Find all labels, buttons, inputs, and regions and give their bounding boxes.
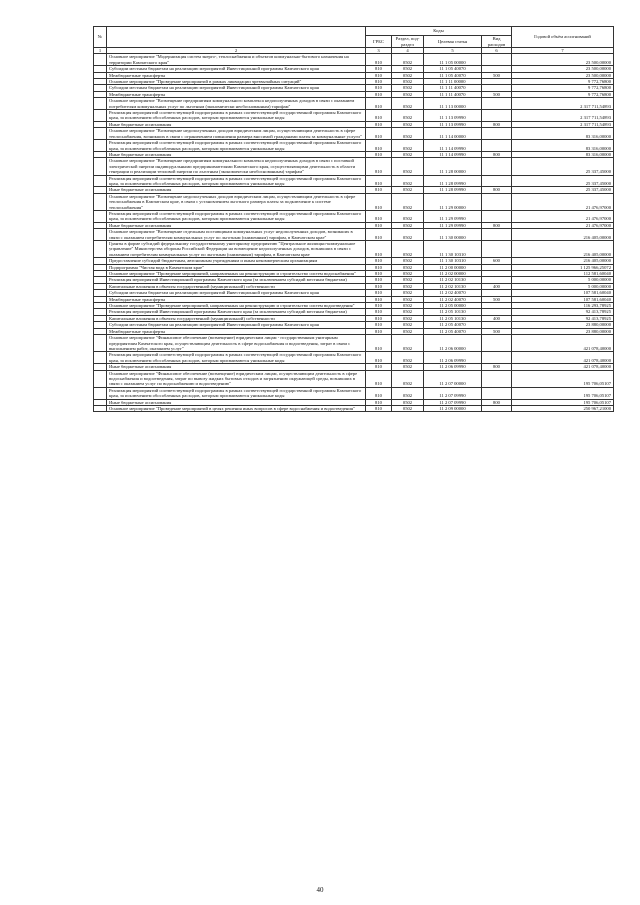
row-razdel: 0502: [392, 54, 424, 66]
row-vr: [482, 110, 512, 122]
row-num: [94, 158, 107, 175]
row-grbs: 810: [366, 309, 392, 315]
table-body: [94, 54, 614, 412]
row-name: Иные бюджетные ассигнования: [107, 364, 366, 370]
row-name: Основное мероприятие "Проведение мероприятий в целях решения иных вопросов в сфере водоснабжения и водоотведения": [107, 405, 366, 411]
row-razdel: 0502: [392, 140, 424, 152]
row-sum: 25 337,45000: [512, 158, 614, 175]
row-sum: 92 413,78925: [512, 315, 614, 321]
row-name: Реализация мероприятий соответствующей подпрограммы в рамках соответствующей государственной программы Камчатского края, за исключением обособленных расходов, которым присваиваются уникальные коды: [107, 210, 366, 222]
row-csr: 11 2 02 40070: [424, 296, 482, 302]
row-vr: 500: [482, 72, 512, 78]
row-name: Основное мероприятие "Модернизация систем энерго-, теплоснабжения и объектов коммунально-бытового назначения на территории Камчатского края": [107, 54, 366, 66]
row-razdel: 0502: [392, 79, 424, 85]
row-grbs: 810: [366, 158, 392, 175]
row-name: Предоставление субсидий бюджетным, автономным учреждениям и иным некоммерческим организациям: [107, 258, 366, 264]
row-sum: 116 293,78925: [512, 303, 614, 309]
row-sum: 216 405,00000: [512, 229, 614, 241]
row-razdel: 0502: [392, 405, 424, 411]
budget-table-sheet: [93, 26, 613, 880]
row-vr: [482, 229, 512, 241]
row-sum: 23 880,00000: [512, 322, 614, 328]
row-name: Гранты в форме субсидий федеральному государственному унитарному предприятию "Центральное жилищно-коммунальное управление" Министерства обороны Российской Федерации на возмещение недополученных доходов, возникших в связи с оказанием потребителям коммунальных услуг по льготным (сниженным) тарифам, в Камчатском крае: [107, 241, 366, 258]
header-vr: Вид расходов: [482, 36, 512, 48]
row-vr: 400: [482, 315, 512, 321]
row-grbs: 810: [366, 85, 392, 91]
row-sum: 9 772,76800: [512, 85, 614, 91]
colnum: 6: [482, 48, 512, 54]
row-razdel: 0502: [392, 66, 424, 72]
row-razdel: 0502: [392, 258, 424, 264]
budget-table: [93, 26, 614, 412]
row-num: [94, 54, 107, 66]
row-csr: 11 2 02 00000: [424, 271, 482, 277]
row-grbs: 810: [366, 91, 392, 97]
row-name: Реализация мероприятий соответствующей подпрограммы в рамках соответствующей государственной программы Камчатского края, за исключением обособленных расходов, которым присваиваются уникальные коды: [107, 352, 366, 364]
table-row: [94, 98, 614, 110]
row-name: Межбюджетные трансферты: [107, 91, 366, 97]
row-csr: 11 1 28 09990: [424, 175, 482, 187]
row-grbs: 810: [366, 328, 392, 334]
row-grbs: 810: [366, 79, 392, 85]
row-vr: 400: [482, 283, 512, 289]
row-name: Межбюджетные трансферты: [107, 328, 366, 334]
row-csr: 11 2 02 10130: [424, 283, 482, 289]
row-vr: [482, 54, 512, 66]
row-grbs: 810: [366, 98, 392, 110]
row-csr: 11 1 28 09990: [424, 187, 482, 193]
row-sum: 9 772,76800: [512, 91, 614, 97]
row-name: Иные бюджетные ассигнования: [107, 222, 366, 228]
row-csr: 11 1 29 00000: [424, 193, 482, 210]
row-name: Реализация мероприятий Инвестиционной программы Камчатского края (за исключением субсидий местным бюджетам): [107, 277, 366, 283]
row-grbs: 810: [366, 121, 392, 127]
row-grbs: 810: [366, 352, 392, 364]
row-name: Основное мероприятие "Возмещение предприятиям коммунального комплекса недополученных доходов в связи с оказанием потребителям коммунальных услуг по льготным (экономически необоснованным) тарифам": [107, 98, 366, 110]
row-razdel: 0502: [392, 151, 424, 157]
row-razdel: 0502: [392, 399, 424, 405]
row-sum: 23 880,00000: [512, 328, 614, 334]
row-csr: 11 1 29 09990: [424, 222, 482, 228]
row-grbs: 810: [366, 303, 392, 309]
row-grbs: 810: [366, 210, 392, 222]
row-grbs: 810: [366, 66, 392, 72]
row-sum: 21 476,97000: [512, 210, 614, 222]
row-grbs: 810: [366, 54, 392, 66]
row-csr: 11 2 05 00000: [424, 303, 482, 309]
row-vr: [482, 241, 512, 258]
row-sum: 23 500,00000: [512, 66, 614, 72]
table-row: [94, 370, 614, 387]
row-num: [94, 175, 107, 187]
row-vr: [482, 370, 512, 387]
row-vr: 800: [482, 364, 512, 370]
row-vr: 800: [482, 187, 512, 193]
row-razdel: 0502: [392, 85, 424, 91]
row-csr: 11 1 28 00000: [424, 158, 482, 175]
row-razdel: 0502: [392, 370, 424, 387]
row-vr: 800: [482, 222, 512, 228]
row-num: [94, 241, 107, 258]
row-razdel: 0502: [392, 335, 424, 352]
row-grbs: 810: [366, 229, 392, 241]
table-row: [94, 54, 614, 66]
row-name: Субсидии местным бюджетам на реализацию мероприятий Инвестиционной программы Камчатского края: [107, 322, 366, 328]
row-num: [94, 128, 107, 140]
row-sum: 216 405,00000: [512, 258, 614, 264]
row-num: [94, 98, 107, 110]
row-grbs: 810: [366, 290, 392, 296]
row-vr: 800: [482, 121, 512, 127]
row-grbs: 810: [366, 222, 392, 228]
row-sum: 1 125 966,25072: [512, 264, 614, 270]
row-razdel: 0502: [392, 352, 424, 364]
row-grbs: 810: [366, 364, 392, 370]
row-name: Субсидии местным бюджетам на реализацию мероприятий Инвестиционной программы Камчатского края: [107, 66, 366, 72]
row-vr: [482, 387, 512, 399]
row-csr: 11 2 00 00000: [424, 264, 482, 270]
row-razdel: 0502: [392, 110, 424, 122]
row-name: Иные бюджетные ассигнования: [107, 121, 366, 127]
row-razdel: 0502: [392, 229, 424, 241]
row-vr: [482, 405, 512, 411]
row-name: Реализация мероприятий соответствующей подпрограммы в рамках соответствующей государственной программы Камчатского края, за исключением обособленных расходов, которым присваиваются уникальные коды: [107, 140, 366, 152]
row-csr: 11 2 06 00000: [424, 335, 482, 352]
row-razdel: 0502: [392, 283, 424, 289]
row-csr: 11 2 02 40070: [424, 290, 482, 296]
row-sum: 107 581,60040: [512, 290, 614, 296]
row-csr: 11 2 09 00000: [424, 405, 482, 411]
row-sum: 2 317 711,54893: [512, 110, 614, 122]
row-csr: 11 1 11 40070: [424, 91, 482, 97]
row-name: Подпрограмма "Чистая вода в Камчатском крае": [107, 264, 366, 270]
row-razdel: 0502: [392, 271, 424, 277]
table-row: [94, 210, 614, 222]
row-csr: 11 2 07 09990: [424, 387, 482, 399]
row-grbs: 810: [366, 370, 392, 387]
row-vr: [482, 128, 512, 140]
row-csr: 11 1 29 09990: [424, 210, 482, 222]
row-sum: 421 078,40000: [512, 352, 614, 364]
row-grbs: 810: [366, 193, 392, 210]
row-num: [94, 140, 107, 152]
row-num: [94, 387, 107, 399]
header-razdel: Раздел, под-раздел: [392, 36, 424, 48]
row-razdel: 0502: [392, 322, 424, 328]
row-sum: 250 967,21000: [512, 405, 614, 411]
row-grbs: 810: [366, 399, 392, 405]
row-grbs: 810: [366, 140, 392, 152]
row-csr: 11 1 13 09990: [424, 121, 482, 127]
row-csr: 11 1 11 00000: [424, 79, 482, 85]
colnum: 3: [366, 48, 392, 54]
row-grbs: 810: [366, 283, 392, 289]
row-name: Субсидии местным бюджетам на реализацию мероприятий Инвестиционной программы Камчатского края: [107, 290, 366, 296]
row-razdel: 0502: [392, 121, 424, 127]
header-grbs: ГРБС: [366, 36, 392, 48]
table-row: [94, 387, 614, 399]
row-name: Основное мероприятие "Финансовое обеспечение (возмещение) юридическим лицам, осуществляющим деятельность в сфере водоснабжения и водоотведения, затрат по вывозу жидких бытовых отходов и загрязнению окружающей среды, возникших в связи с оказанием услуг по водоснабжению и водоотведению": [107, 370, 366, 387]
row-csr: 11 1 05 00000: [424, 54, 482, 66]
row-name: Капитальные вложения в объекты государственной (муниципальной) собственности: [107, 283, 366, 289]
row-csr: 11 1 30 10310: [424, 241, 482, 258]
row-csr: 11 2 07 09990: [424, 399, 482, 405]
table-row: [94, 193, 614, 210]
row-sum: 421 078,40000: [512, 364, 614, 370]
row-razdel: 0502: [392, 175, 424, 187]
row-grbs: 810: [366, 335, 392, 352]
row-grbs: 810: [366, 405, 392, 411]
row-vr: 500: [482, 296, 512, 302]
row-name: Реализация мероприятий соответствующей подпрограммы в рамках соответствующей государственной программы Камчатского края, за исключением обособленных расходов, которым присваиваются уникальные коды: [107, 387, 366, 399]
row-sum: 23 500,00000: [512, 72, 614, 78]
header-kody: Коды: [366, 27, 512, 36]
row-csr: 11 2 06 09990: [424, 352, 482, 364]
row-name: Основное мероприятие "Финансовое обеспечение (возмещение) юридическим лицам - государственным унитарным предприятиям Камчатского края, осуществляющим деятельность в сфере водоснабжения и водоотведения, затрат в связи с выполнением работ, оказанием услуг": [107, 335, 366, 352]
row-csr: 11 2 05 40070: [424, 328, 482, 334]
row-grbs: 810: [366, 187, 392, 193]
row-sum: 195 706,05107: [512, 387, 614, 399]
row-razdel: 0502: [392, 72, 424, 78]
row-csr: 11 1 14 00000: [424, 128, 482, 140]
row-razdel: 0502: [392, 158, 424, 175]
row-grbs: 810: [366, 110, 392, 122]
row-grbs: 810: [366, 72, 392, 78]
row-sum: 216 405,00000: [512, 241, 614, 258]
colnum: 1: [94, 48, 107, 54]
row-num: [94, 370, 107, 387]
row-razdel: 0502: [392, 210, 424, 222]
row-razdel: 0502: [392, 364, 424, 370]
table-row: [94, 128, 614, 140]
row-num: [94, 210, 107, 222]
row-razdel: 0502: [392, 309, 424, 315]
row-name: Иные бюджетные ассигнования: [107, 187, 366, 193]
row-grbs: 810: [366, 277, 392, 283]
row-vr: [482, 335, 512, 352]
row-grbs: 810: [366, 128, 392, 140]
row-vr: 800: [482, 399, 512, 405]
row-csr: 11 2 07 00000: [424, 370, 482, 387]
row-grbs: 810: [366, 271, 392, 277]
row-csr: 11 2 06 09990: [424, 364, 482, 370]
row-num: [94, 405, 107, 411]
row-sum: 112 581,60040: [512, 271, 614, 277]
row-sum: 25 337,45000: [512, 175, 614, 187]
header-sum: Годовой объём ассигнований: [512, 27, 614, 48]
row-csr: 11 1 11 40070: [424, 85, 482, 91]
row-razdel: 0502: [392, 98, 424, 110]
row-razdel: 0502: [392, 91, 424, 97]
table-row: [94, 110, 614, 122]
row-sum: 21 476,97000: [512, 222, 614, 228]
row-name: Иные бюджетные ассигнования: [107, 399, 366, 405]
row-razdel: 0502: [392, 303, 424, 309]
row-grbs: 810: [366, 296, 392, 302]
row-csr: 11 1 14 09990: [424, 151, 482, 157]
header-csr: Целевая статья: [424, 36, 482, 48]
row-name: Реализация мероприятий соответствующей подпрограммы в рамках соответствующей государственной программы Камчатского края, за исключением обособленных расходов, которым присваиваются уникальные коды: [107, 110, 366, 122]
row-csr: 11 2 05 10130: [424, 309, 482, 315]
colnum: 2: [107, 48, 366, 54]
row-name: Основное мероприятие "Проведение мероприятий, направленных на реконструкцию и строительство систем водоотведения": [107, 303, 366, 309]
row-csr: 11 2 05 10130: [424, 315, 482, 321]
row-sum: 83 316,00000: [512, 140, 614, 152]
row-vr: 600: [482, 258, 512, 264]
row-vr: 500: [482, 328, 512, 334]
row-name: Субсидии местным бюджетам на реализацию мероприятий Инвестиционной программы Камчатского края: [107, 85, 366, 91]
row-sum: 92 413,78925: [512, 309, 614, 315]
row-sum: 23 500,00000: [512, 54, 614, 66]
row-sum: 83 316,00000: [512, 128, 614, 140]
row-num: [94, 110, 107, 122]
row-name: Реализация мероприятий Инвестиционной программы Камчатского края (за исключением субсидий местным бюджетам): [107, 309, 366, 315]
header-name: [107, 27, 366, 48]
row-name: Основное мероприятие "Возмещение предприятиям коммунального комплекса недополученных доходов в связи с поставкой электрической энергии индивидуальными предпринимателями Камчатского края, осуществляющими деятельность в области генерации и реализации тепловой энергии по льготным (экономически необоснованным) тарифам": [107, 158, 366, 175]
row-name: Основное мероприятие "Проведение мероприятий, направленных на реконструкцию и строительство систем водоснабжения": [107, 271, 366, 277]
row-num: [94, 335, 107, 352]
row-csr: 11 1 30 10310: [424, 258, 482, 264]
row-grbs: 810: [366, 175, 392, 187]
table-row: [94, 140, 614, 152]
row-sum: 5 000,00000: [512, 277, 614, 283]
table-row: [94, 352, 614, 364]
row-csr: 11 1 13 00000: [424, 98, 482, 110]
row-razdel: 0502: [392, 241, 424, 258]
row-csr: 11 1 05 40070: [424, 72, 482, 78]
row-vr: [482, 193, 512, 210]
row-razdel: 0502: [392, 187, 424, 193]
row-razdel: 0502: [392, 128, 424, 140]
row-sum: 2 317 711,54893: [512, 121, 614, 127]
row-grbs: 810: [366, 322, 392, 328]
table-row: [94, 229, 614, 241]
row-num: [94, 352, 107, 364]
row-grbs: 810: [366, 264, 392, 270]
row-name: Основное мероприятие "Возмещение недополученных доходов юридическим лицам, осуществляющим деятельность в сфере теплоснабжения в Камчатском крае, в связи с установлением льготного размера платы за подключение к системе теплоснабжения": [107, 193, 366, 210]
row-vr: 800: [482, 151, 512, 157]
row-grbs: 810: [366, 151, 392, 157]
row-razdel: 0502: [392, 264, 424, 270]
row-sum: 2 317 711,54893: [512, 98, 614, 110]
row-vr: [482, 210, 512, 222]
colnum: 5: [424, 48, 482, 54]
row-num: [94, 193, 107, 210]
row-csr: 11 1 30 00000: [424, 229, 482, 241]
row-vr: 500: [482, 91, 512, 97]
table-row: [94, 241, 614, 258]
row-csr: 11 2 02 10130: [424, 277, 482, 283]
row-csr: 11 1 14 09990: [424, 140, 482, 152]
row-vr: [482, 352, 512, 364]
row-csr: 11 2 05 40070: [424, 322, 482, 328]
row-name: Основное мероприятие "Возмещение недополученных доходов юридическим лицам, осуществляющим деятельность в сфере теплоснабжения, возникших в связи с ограничением повышения размера вносимой гражданами платы за коммунальные услуги": [107, 128, 366, 140]
colnum: 7: [512, 48, 614, 54]
table-row: [94, 175, 614, 187]
row-name: Основное мероприятие "Проведение мероприятий в рамках ликвидации чрезвычайных ситуаций": [107, 79, 366, 85]
row-csr: 11 1 05 40070: [424, 66, 482, 72]
row-grbs: 810: [366, 387, 392, 399]
row-vr: [482, 175, 512, 187]
header-num: №: [94, 27, 107, 48]
row-sum: 195 706,05107: [512, 399, 614, 405]
row-sum: 25 337,45000: [512, 187, 614, 193]
row-sum: 9 772,76800: [512, 79, 614, 85]
row-name: Основное мероприятие "Возмещение отдельным поставщикам коммунальных услуг недополученных доходов, возникших в связи с оказанием потребителям коммунальных услуг по льготным (сниженным) тарифам, в Камчатском крае": [107, 229, 366, 241]
row-sum: 195 706,05107: [512, 370, 614, 387]
row-grbs: 810: [366, 315, 392, 321]
row-razdel: 0502: [392, 315, 424, 321]
row-razdel: 0502: [392, 193, 424, 210]
table-row: [94, 158, 614, 175]
row-sum: 107 581,60040: [512, 296, 614, 302]
row-csr: 11 1 13 09990: [424, 110, 482, 122]
row-name: Межбюджетные трансферты: [107, 296, 366, 302]
row-razdel: 0502: [392, 222, 424, 228]
row-sum: 5 000,00000: [512, 283, 614, 289]
row-sum: 21 476,97000: [512, 193, 614, 210]
row-grbs: 810: [366, 258, 392, 264]
table-row: [94, 405, 614, 411]
row-name: Иные бюджетные ассигнования: [107, 151, 366, 157]
row-razdel: 0502: [392, 387, 424, 399]
row-razdel: 0502: [392, 290, 424, 296]
row-vr: [482, 140, 512, 152]
row-name: Межбюджетные трансферты: [107, 72, 366, 78]
table-row: [94, 335, 614, 352]
colnum: 4: [392, 48, 424, 54]
row-vr: [482, 98, 512, 110]
row-vr: [482, 158, 512, 175]
row-name: Реализация мероприятий соответствующей подпрограммы в рамках соответствующей государственной программы Камчатского края, за исключением обособленных расходов, которым присваиваются уникальные коды: [107, 175, 366, 187]
row-num: [94, 229, 107, 241]
row-razdel: 0502: [392, 277, 424, 283]
row-razdel: 0502: [392, 328, 424, 334]
row-razdel: 0502: [392, 296, 424, 302]
row-sum: 83 316,00000: [512, 151, 614, 157]
row-grbs: 810: [366, 241, 392, 258]
row-sum: 421 078,40000: [512, 335, 614, 352]
row-name: Капитальные вложения в объекты государственной (муниципальной) собственности: [107, 315, 366, 321]
page-number: 40: [316, 886, 324, 894]
